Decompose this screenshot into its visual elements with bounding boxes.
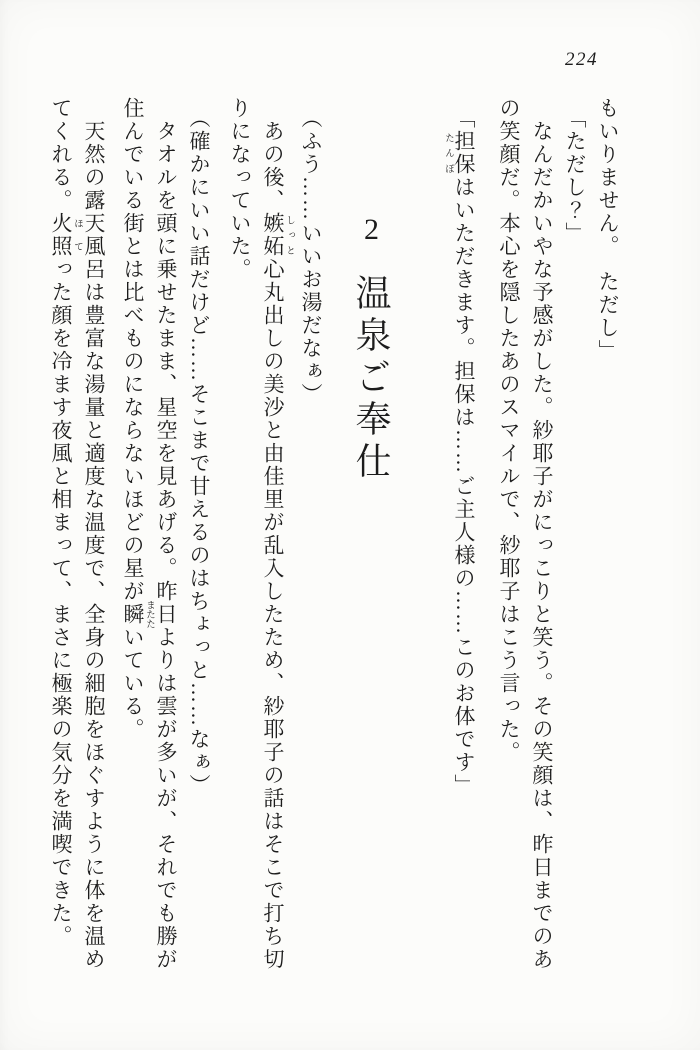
ruby-text: 瞬 またた (121, 600, 154, 629)
paragraph: （確かにいい話だけど……そこまで甘えるのはちょっと……なぁ） (187, 107, 211, 797)
furigana: ほて (72, 212, 82, 258)
ruby-text: 火照 ほて (49, 212, 82, 258)
chapter-title: 温泉ご奉仕 (351, 274, 391, 484)
paragraphs-after-heading (44, 97, 327, 983)
paragraph: もいりません。 ただし」 (596, 97, 620, 363)
paragraph: なんだかいやな予感がした。紗耶子がにっこりと笑う。その笑顔は、昨日までのあの笑顔だ。本心を隠したあのスマイルで、紗耶子はこう言った。 (497, 97, 554, 971)
chapter-number: 2 (355, 213, 388, 248)
page-text (44, 97, 624, 983)
page-number: 224 (565, 49, 598, 70)
furigana: またた (144, 600, 154, 629)
paragraph: 「ただし？」 (563, 107, 587, 245)
ruby-text: 嫉妬 しっと (261, 212, 294, 258)
paragraphs-before-heading (443, 97, 624, 983)
paragraph: 「担保たんぽはいただきます。担保は……ご主人様の……このお体です」 (443, 107, 476, 797)
furigana: しっと (284, 212, 294, 258)
paragraph: 天然の露天風呂は豊富な湯量と適度な温度で、全身の細胞をほぐすように体を温めてくれる。火照 ほてった顔を冷ます夜風と相まって、まさに極楽の気分を満喫できた。 (49, 97, 106, 971)
chapter-heading (349, 97, 393, 983)
paragraph: タオルを頭に乗せたまま、星空を見あげる。昨日よりは雲が多いが、それでも勝が住んでいる街とは比べものにならないほどの星が瞬 またたいている。 (121, 97, 178, 971)
paragraph: （ふう……いいお湯だなぁ） (299, 107, 323, 406)
furigana: たんぽ (443, 130, 453, 176)
ruby-text: 担保たんぽ (443, 130, 476, 176)
paragraph: あの後、嫉妬 しっと心丸出しの美沙と由佳里が乱入したため、紗耶子の話はそこで打ち切りになっていた。 (228, 97, 294, 971)
